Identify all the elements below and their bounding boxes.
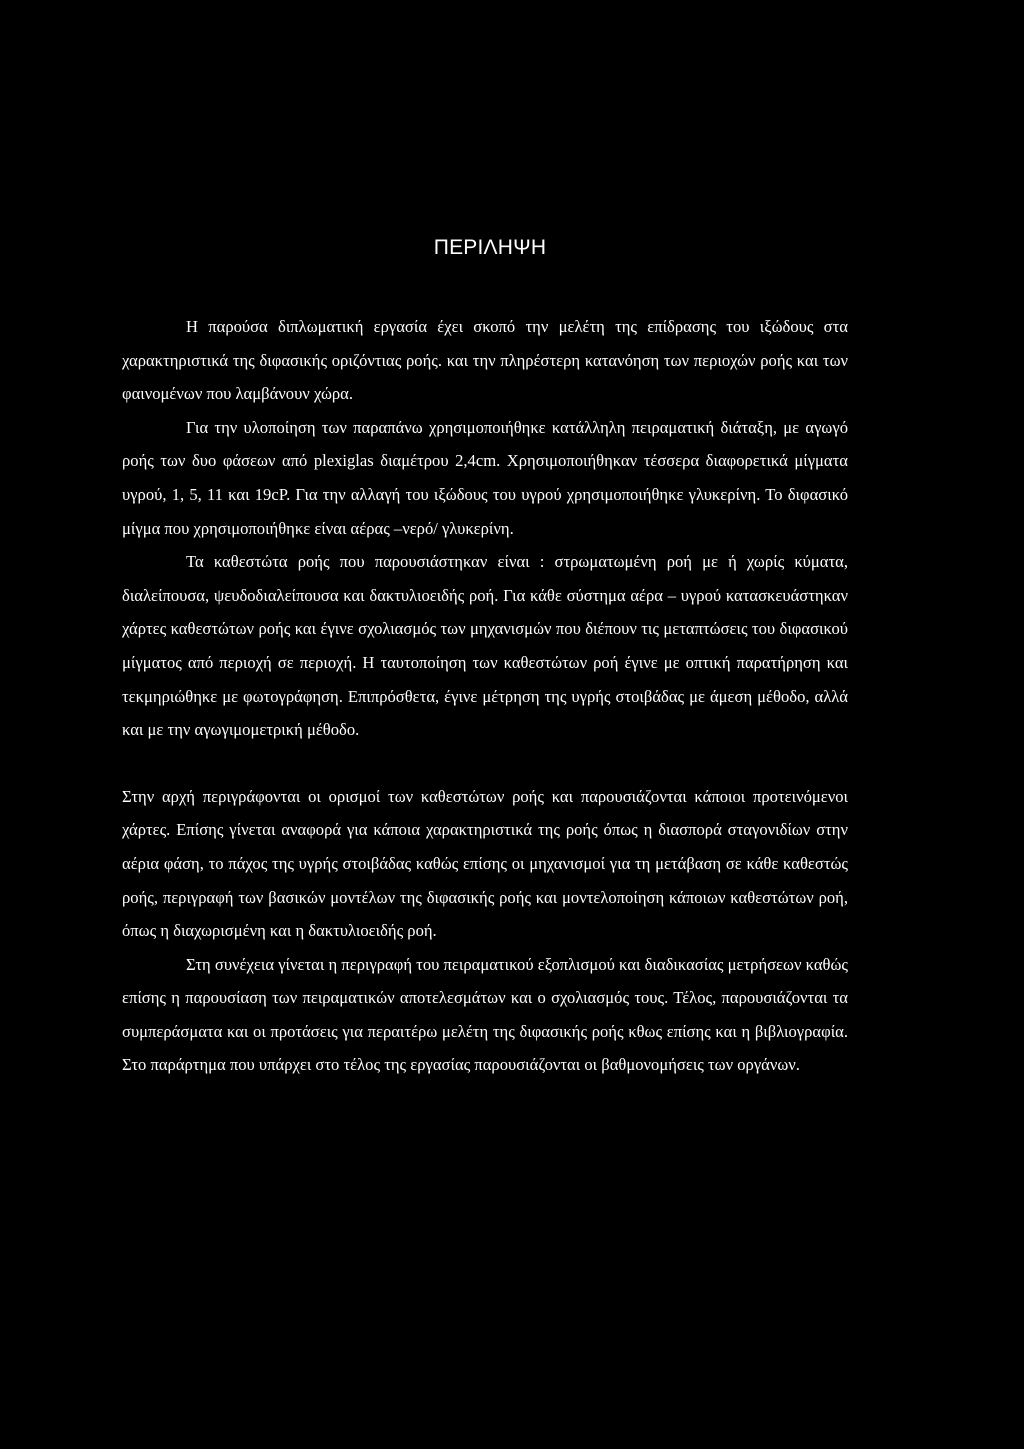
paragraph-purpose: Η παρούσα διπλωματική εργασία έχει σκοπό την μελέτη της επίδρασης του ιξώδους στα χαρακτηριστικά της διφασικής οριζόντιας ροής. και την πληρέστερη κατανόηση των περιοχών ροής και των φαινομένων που λαμβάνουν χώρα.: [122, 317, 848, 404]
paragraph-overview: Στην αρχή περιγράφονται οι ορισμοί των καθεστώτων ροής και παρουσιάζονται κάποιοι προτεινόμενοι χάρτες. Επίσης γίνεται αναφορά για κάποια χαρακτηριστικά της ροής όπως η διασπορά σταγονιδίων στην αέρια φάση, το πάχος της υγρής στοιβάδας καθώς επίσης οι μηχανισμοί για τη μετάβαση σε κάθε καθεστώς ροής, περιγραφή των βασικών μοντέλων της διφασικής ροής και μοντελοποίηση κάποιων καθεστώτων ροή, όπως η διαχωρισμένη και η δακτυλιοειδής ροή.: [122, 786, 848, 941]
paragraph-conclusions: Στη συνέχεια γίνεται η περιγραφή του πειραματικού εξοπλισμού και διαδικασίας μετρήσεων καθώς επίσης η παρουσίαση των πειραματικών αποτελεσμάτων και ο σχολιασμός τους. Τέλος, παρουσιάζονται τα συμπεράσματα και οι προτάσεις για περαιτέρω μελέτη της διφασικής ροής κθως επίσης και η βιβλιογραφία. Στο παράρτημα που υπάρχει στο τέλος της εργασίας παρουσιάζονται οι βαθμονομήσεις των οργάνων.: [122, 954, 848, 1075]
page-title: ΠΕΡΙΛΗΨΗ: [433, 236, 547, 259]
paragraph-flow-regimes: Τα καθεστώτα ροής που παρουσιάστηκαν είναι : στρωματωμένη ροή με ή χωρίς κύματα, διαλείπουσα, ψευδοδιαλείπουσα και δακτυλιοειδής ροή. Για κάθε σύστημα αέρα – υγρού κατασκευάστηκαν χάρτες καθεστώτων ροής και έγινε σχολιασμός των μηχανισμών που διέπουν τις μεταπτώσεις του διφασικού μίγματος από περιοχή σε περιοχή. Η ταυτοποίηση των καθεστώτων ροή έγινε με οπτική παρατήρηση και τεκμηριώθηκε με φωτογράφηση. Επιπρόσθετα, έγινε μέτρηση της υγρής στοιβάδας με άμεση μέθοδο, αλλά και με την αγωγιμομετρική μέθοδο.: [122, 552, 848, 740]
document-page: [122, 236, 848, 1082]
paragraph-setup: Για την υλοποίηση των παραπάνω χρησιμοποιήθηκε κατάλληλη πειραματική διάταξη, με αγωγό ροής των δυο φάσεων από plexiglas διαμέτρου 2,4cm. Χρησιμοποιήθηκαν τέσσερα διαφορετικά μίγματα υγρού, 1, 5, 11 και 19cP. Για την αλλαγή του ιξώδους του υγρού χρησιμοποιήθηκε γλυκερίνη. Το διφασικό μίγμα που χρησιμοποιήθηκε είναι αέρας –νερό/ γλυκερίνη.: [122, 417, 848, 538]
